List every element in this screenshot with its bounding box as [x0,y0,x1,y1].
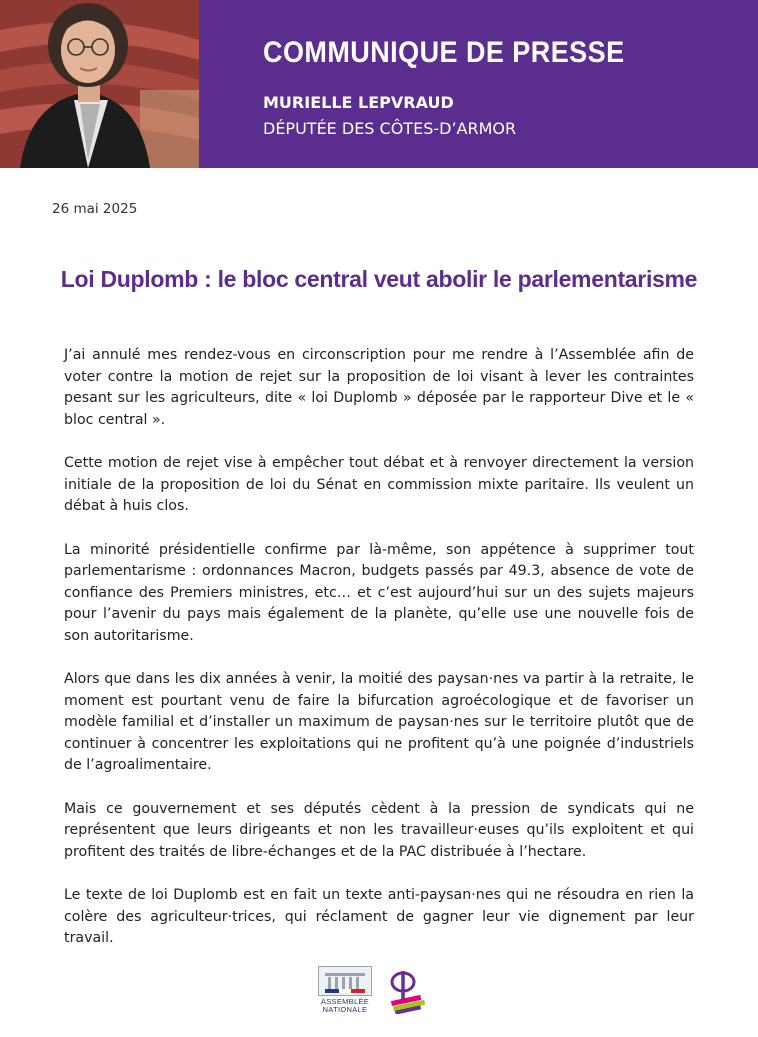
paragraph: La minorité présidentielle confirme par là-même, son appétence à supprimer tout parlementarisme : ordonnances Macron, budgets passés par 49.3, absence de vote de confiance des Premiers ministres, etc… et c’est aujourd’hui sur un des sujets majeurs pour l’avenir du pays mais également de la planète, qu’elle use une nouvelle fois de son autoritarisme. [64,541,694,644]
paragraph: Alors que dans les dix années à venir, la moitié des paysan·nes va partir à la retraite, le moment est pourtant venu de faire la bifurcation agroécologique et de favoriser un modèle familial et d’installer un maximum de paysan·nes sur le territoire plutôt que de continuer à concentrer les exploitations qui ne profitent qu’à une poignée d’industriels de l’agroalimentaire. [64,671,694,773]
assemblee-logo-line1: ASSEMBLÉE [320,997,370,1006]
paragraph: Mais ce gouvernement et ses députés cèdent à la pression de syndicats qui ne représentent que leurs dirigeants et non les travailleur·euses qu’ils exploitent et qui profitent des traités de libre-échanges et de la PAC distribuée à l’hectare. [64,800,694,860]
assemblee-logo-line2: NATIONALE [322,1005,368,1014]
phi-logo-icon [383,968,429,1014]
press-body [64,345,694,972]
assemblee-logo-text [318,998,372,1014]
deputy-portrait-photo [0,0,199,168]
press-date: 26 mai 2025 [52,201,138,217]
hemicycle-icon [318,966,372,996]
press-title: Loi Duplomb : le bloc central veut abolir le parlementarisme [60,266,698,292]
deputy-name: MURIELLE LEPVRAUD [263,93,454,112]
assemblee-nationale-logo [318,966,372,1014]
paragraph: J’ai annulé mes rendez-vous en circonscription pour me rendre à l’Assemblée afin de voter contre la motion de rejet sur la proposition de loi visant à lever les contraintes pesant sur les agriculteurs, dite « loi Duplomb » déposée par le rapporteur Dive et le « bloc central ». [64,347,694,428]
press-header [0,0,758,168]
paragraph: Cette motion de rejet vise à empêcher tout débat et à renvoyer directement la version initiale de la proposition de loi du Sénat en commission mixte paritaire. Ils veulent un débat à huis clos. [64,455,694,514]
deputy-role: DÉPUTÉE DES CÔTES-D’ARMOR [263,119,517,138]
paragraph: Le texte de loi Duplomb est en fait un texte anti-paysan·nes qui ne résoudra en rien la colère des agriculteur·trices, qui réclament de gagner leur vie dignement par leur travail. [64,887,694,946]
header-title: COMMUNIQUE DE PRESSE [263,36,625,69]
